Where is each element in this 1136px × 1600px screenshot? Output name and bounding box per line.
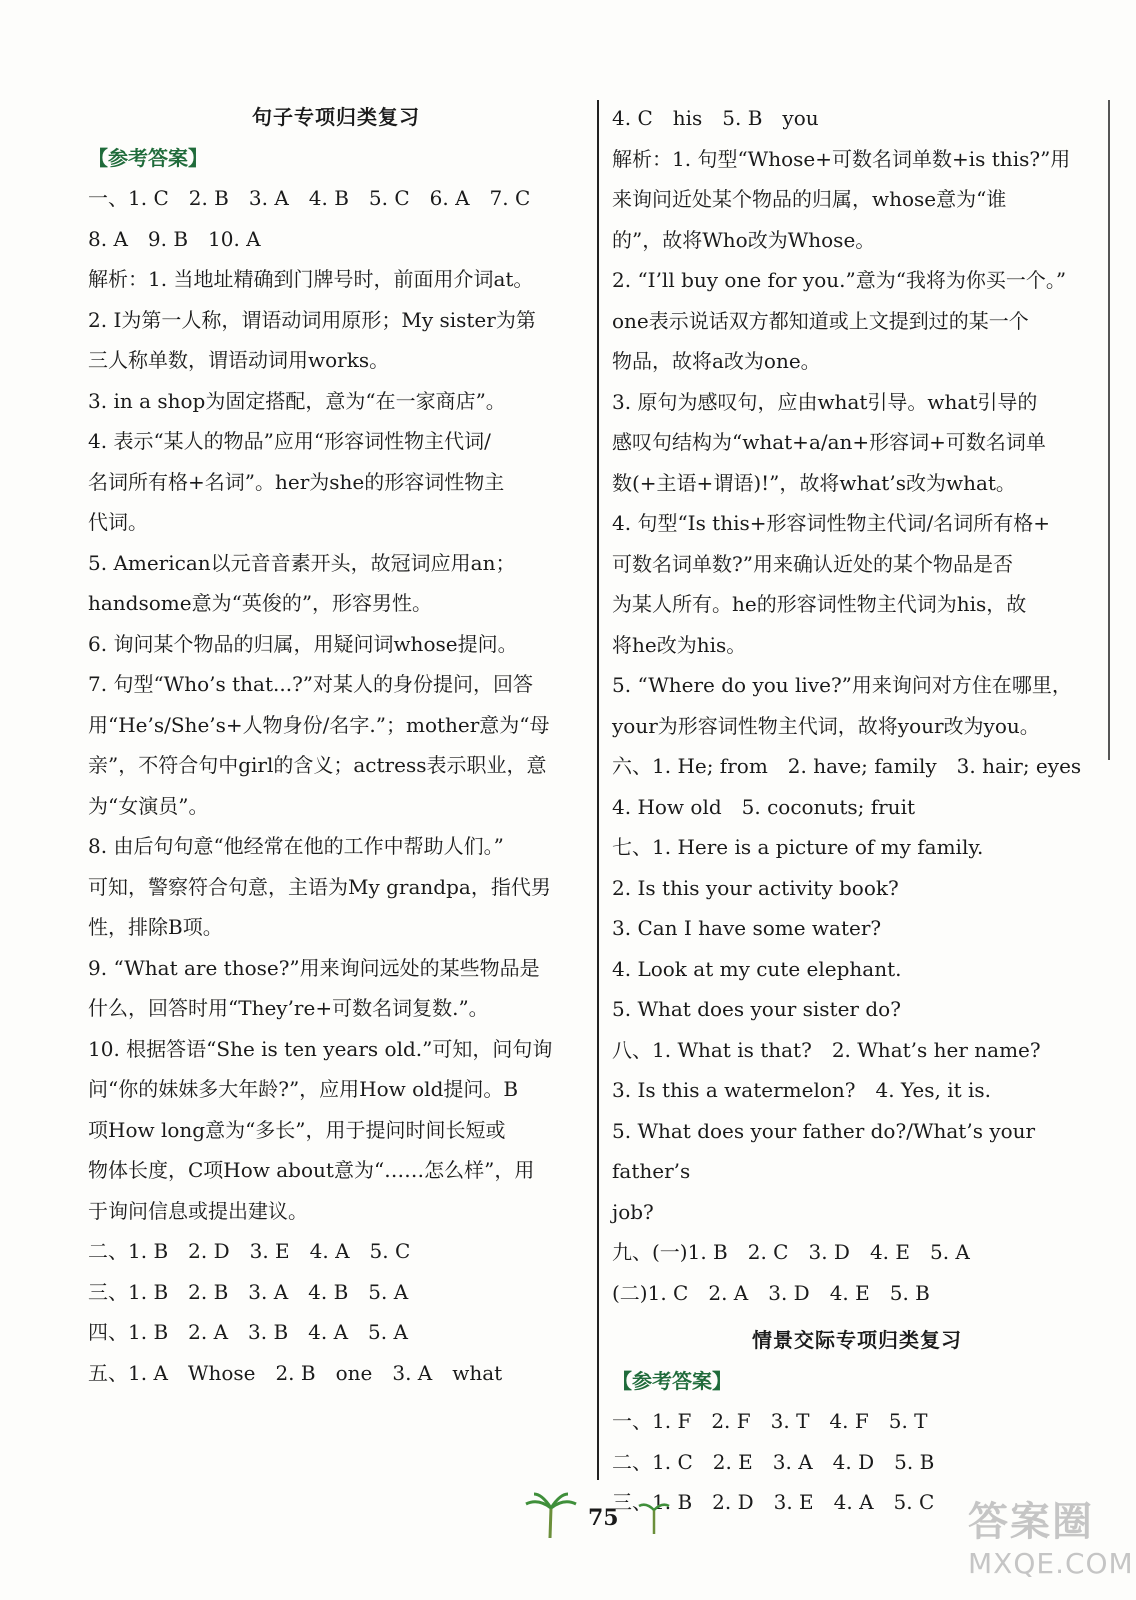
right-line-2: 来询问近处某个物品的归属，whose意为“谁 (612, 187, 1007, 211)
left-line-17: 可知，警察符合句意，主语为My grandpa，指代男 (88, 874, 551, 899)
right-line-21: 4. Look at my cute elephant. (612, 956, 902, 981)
left-line-16: 8. 由后句句意“他经常在他的工作中帮助人们。” (88, 834, 504, 858)
watermark-top-text: 答案圈 (968, 1499, 1094, 1545)
right-line-20: 3. Can I have some water? (612, 916, 882, 940)
left-line-18: 性，排除B项。 (88, 915, 223, 939)
left-line-24: 物体长度，C项How about意为“……怎么样”，用 (88, 1158, 535, 1182)
left-line-26: 二、1. B 2. D 3. E 4. A 5. C (88, 1239, 411, 1263)
right-line-10: 4. 句型“Is this+形容词性物主代词/名词所有格+ (612, 511, 1051, 535)
right-line-25: 5. What does your father do?/What’s your father’s (612, 1118, 1036, 1183)
left-answer-lines (88, 178, 584, 1393)
right-bottom-line-2: 三、1. B 2. D 3. E 4. A 5. C (612, 1490, 935, 1514)
right-line-26: job? (612, 1199, 654, 1224)
right-line-16: 六、1. He; from 2. have; family 3. hair; eyes (612, 754, 1082, 778)
right-line-24: 3. Is this a watermelon? 4. Yes, it is. (612, 1078, 992, 1102)
right-bottom-line-1: 二、1. C 2. E 3. A 4. D 5. B (612, 1449, 935, 1474)
right-line-15: your为形容词性物主代词，故将your改为you。 (612, 713, 1040, 738)
left-line-10: handsome意为“英俊的”，形容男性。 (88, 591, 433, 615)
left-line-21: 10. 根据答语“She is ten years old.”可知，问句询 (88, 1036, 553, 1061)
right-line-1: 解析：1. 句型“Whose+可数名词单数+is this?”用 (612, 146, 1071, 171)
left-line-2: 解析：1. 当地址精确到门牌号时，前面用介词at。 (88, 267, 534, 291)
right-line-17: 4. How old 5. coconuts; fruit (612, 794, 915, 819)
right-line-7: 3. 原句为感叹句，应由what引导。what引导的 (612, 389, 1038, 414)
right-line-13: 将he改为his。 (612, 632, 747, 657)
right-line-0: 4. C his 5. B you (612, 106, 819, 130)
right-line-11: 可数名词单数?”用来确认近处的某个物品是否 (612, 551, 1013, 576)
page-edge-line (1108, 100, 1110, 760)
right-answer-lines (612, 98, 1102, 1313)
left-line-19: 9. “What are those?”用来询问远处的某些物品是 (88, 955, 540, 980)
right-line-3: 的”，故将Who改为Whose。 (612, 227, 876, 252)
left-line-28: 四、1. B 2. A 3. B 4. A 5. A (88, 1320, 408, 1344)
left-line-5: 3. in a shop为固定搭配，意为“在一家商店”。 (88, 388, 506, 413)
right-line-8: 感叹句结构为“what+a/an+形容词+可数名词单 (612, 430, 1046, 454)
left-line-13: 用“He’s/She’s+人物身份/名字.”；mother意为“母 (88, 712, 550, 737)
right-line-5: one表示说话双方都知道或上文提到过的某一个 (612, 308, 1029, 333)
left-line-3: 2. I为第一人称，谓语动词用原形；My sister为第 (88, 307, 536, 332)
right-line-14: 5. “Where do you live?”用来询问对方住在哪里， (612, 673, 1072, 697)
left-line-15: 为“女演员”。 (88, 793, 209, 818)
left-column (88, 98, 584, 1393)
left-line-7: 名词所有格+名词”。her为she的形容词性物主 (88, 469, 505, 494)
left-line-9: 5. American以元音音素开头，故冠词应用an； (88, 550, 516, 575)
section-title-dialogue: 情景交际专项归类复习 (752, 1328, 962, 1352)
right-column (612, 98, 1102, 1523)
left-line-23: 项How long意为“多长”，用于提问时间长短或 (88, 1117, 506, 1142)
right-line-23: 八、1. What is that? 2. What’s her name? (612, 1037, 1041, 1062)
right-line-27: 九、(一)1. B 2. C 3. D 4. E 5. A (612, 1240, 970, 1264)
page-number: 75 (588, 1505, 619, 1531)
right-bottom-line-0: 一、1. F 2. F 3. T 4. F 5. T (612, 1409, 928, 1433)
reference-answer-tag: 【参考答案】 (88, 146, 208, 170)
left-line-11: 6. 询问某个物品的归属，用疑问词whose提问。 (88, 631, 518, 656)
watermark (968, 1490, 1134, 1590)
column-divider (597, 100, 599, 1480)
left-line-29: 五、1. A Whose 2. B one 3. A what (88, 1360, 503, 1385)
right-line-18: 七、1. Here is a picture of my family. (612, 835, 984, 859)
left-line-4: 三人称单数，谓语动词用works。 (88, 348, 390, 372)
small-palm-icon (636, 1496, 672, 1536)
right-line-19: 2. Is this your activity book? (612, 875, 899, 900)
section-title-sentences: 句子专项归类复习 (252, 105, 420, 129)
palm-tree-icon (520, 1490, 580, 1540)
left-line-0: 一、1. C 2. B 3. A 4. B 5. C 6. A 7. C (88, 186, 531, 210)
right-line-12: 为某人所有。he的形容词性物主代词为his，故 (612, 592, 1027, 616)
right-line-9: 数(+主语+谓语)!”，故将what’s改为what。 (612, 470, 1016, 495)
left-line-1: 8. A 9. B 10. A (88, 226, 261, 251)
left-line-6: 4. 表示“某人的物品”应用“形容词性物主代词/ (88, 429, 491, 453)
right-line-22: 5. What does your sister do? (612, 997, 901, 1021)
left-line-12: 7. 句型“Who’s that...?”对某人的身份提问，回答 (88, 672, 534, 696)
right-line-28: (二)1. C 2. A 3. D 4. E 5. B (612, 1280, 930, 1305)
left-line-25: 于询问信息或提出建议。 (88, 1198, 308, 1223)
left-line-8: 代词。 (88, 510, 148, 534)
left-line-27: 三、1. B 2. B 3. A 4. B 5. A (88, 1279, 409, 1304)
watermark-url: MXQE.COM (968, 1547, 1134, 1580)
left-line-14: 亲”，不符合句中girl的含义；actress表示职业，意 (88, 753, 547, 777)
left-line-22: 问“你的妹妹多大年龄?”，应用How old提问。B (88, 1077, 519, 1101)
left-line-20: 什么，回答时用“They’re+可数名词复数.”。 (88, 996, 489, 1020)
right-line-6: 物品，故将a改为one。 (612, 349, 821, 373)
right-line-4: 2. “I’ll buy one for you.”意为“我将为你买一个。” (612, 268, 1067, 292)
reference-answer-tag-2: 【参考答案】 (612, 1369, 732, 1393)
